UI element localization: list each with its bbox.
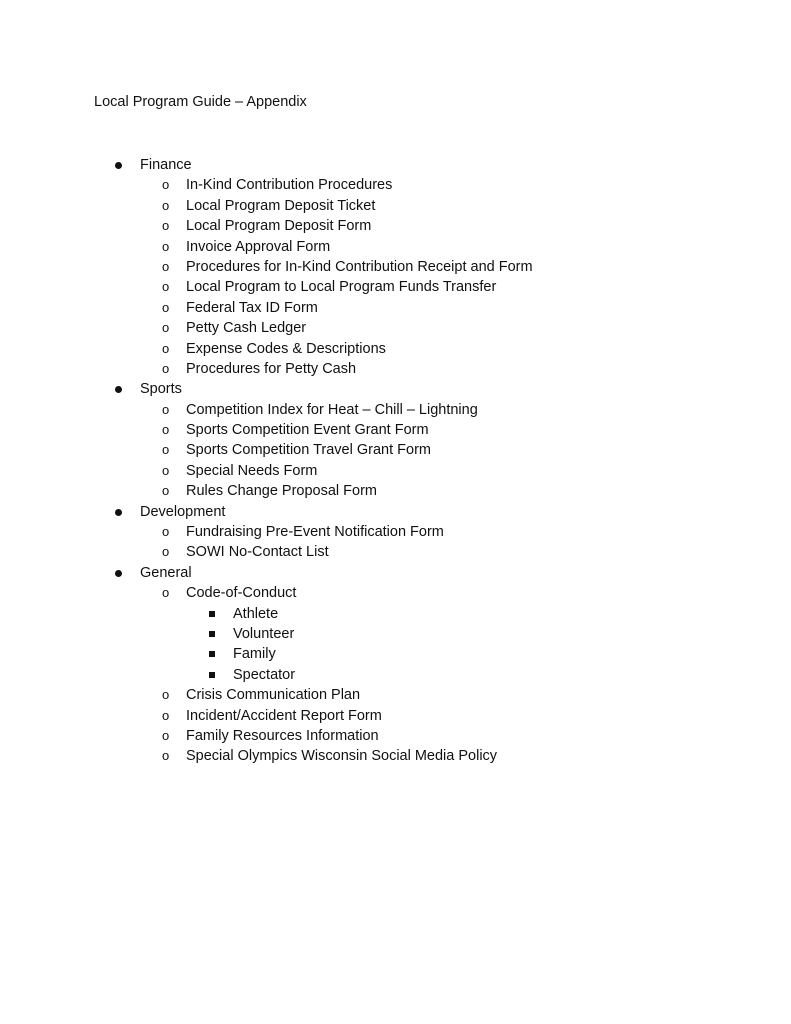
list-item <box>0 298 791 318</box>
list-item <box>0 175 791 195</box>
list-item <box>0 359 791 379</box>
bullet-icon <box>115 509 122 516</box>
hollow-bullet-icon: o <box>162 258 170 274</box>
hollow-bullet-icon: o <box>162 748 170 764</box>
bullet-icon <box>115 386 122 393</box>
list-item <box>0 318 791 338</box>
list-item-label: Petty Cash Ledger <box>186 320 307 337</box>
list-item <box>0 706 791 726</box>
list-item <box>0 726 791 746</box>
list-item-label: Special Needs Form <box>186 462 318 479</box>
section-finance <box>0 155 791 175</box>
list-item-label: Sports Competition Event Grant Form <box>186 422 429 439</box>
list-item-label: Local Program Deposit Ticket <box>186 197 376 214</box>
list-item <box>0 522 791 542</box>
square-bullet-icon <box>209 651 215 657</box>
hollow-bullet-icon: o <box>162 299 170 315</box>
list-item-label: Family Resources Information <box>186 727 379 744</box>
section-sports <box>0 379 791 399</box>
sub-list-item <box>0 665 791 685</box>
bullet-icon <box>115 570 122 577</box>
list-item-label: Rules Change Proposal Form <box>186 483 378 500</box>
list-item-label: Local Program Deposit Form <box>186 218 372 235</box>
hollow-bullet-icon: o <box>162 340 170 356</box>
hollow-bullet-icon: o <box>162 401 170 417</box>
section-label: Sports <box>140 381 182 398</box>
list-item-label: Federal Tax ID Form <box>186 299 318 316</box>
list-item <box>0 257 791 277</box>
list-item-label: Local Program to Local Program Funds Transfer <box>186 279 497 296</box>
list-item-label: Crisis Communication Plan <box>186 687 361 704</box>
sub-list-item <box>0 624 791 644</box>
document-title: Local Program Guide – Appendix <box>94 94 307 110</box>
hollow-bullet-icon: o <box>162 218 170 234</box>
hollow-bullet-icon: o <box>162 483 170 499</box>
hollow-bullet-icon: o <box>162 707 170 723</box>
list-item-label: Competition Index for Heat – Chill – Lightning <box>186 401 478 418</box>
list-item-label: Sports Competition Travel Grant Form <box>186 442 431 459</box>
list-item-label: Invoice Approval Form <box>186 238 331 255</box>
sub-list-item <box>0 604 791 624</box>
square-bullet-icon <box>209 631 215 637</box>
list-item <box>0 481 791 501</box>
sub-list-item-label: Spectator <box>233 666 296 683</box>
section-label: Development <box>140 503 226 520</box>
sub-list-item-label: Volunteer <box>233 625 295 642</box>
list-item <box>0 461 791 481</box>
list-item <box>0 277 791 297</box>
sub-list-item-label: Athlete <box>233 605 279 622</box>
section-development <box>0 502 791 522</box>
section-general <box>0 563 791 583</box>
section-label: General <box>140 564 192 581</box>
list-item <box>0 685 791 705</box>
list-item <box>0 400 791 420</box>
hollow-bullet-icon: o <box>162 238 170 254</box>
hollow-bullet-icon: o <box>162 687 170 703</box>
list-item <box>0 583 791 603</box>
hollow-bullet-icon: o <box>162 585 170 601</box>
hollow-bullet-icon: o <box>162 727 170 743</box>
list-item-label: Procedures for In-Kind Contribution Receipt and Form <box>186 258 533 275</box>
list-item <box>0 542 791 562</box>
list-item <box>0 440 791 460</box>
list-item <box>0 237 791 257</box>
list-item-label: In-Kind Contribution Procedures <box>186 177 393 194</box>
hollow-bullet-icon: o <box>162 360 170 376</box>
list-item <box>0 196 791 216</box>
hollow-bullet-icon: o <box>162 177 170 193</box>
hollow-bullet-icon: o <box>162 320 170 336</box>
square-bullet-icon <box>209 672 215 678</box>
sub-list-item <box>0 644 791 664</box>
appendix-list <box>0 155 791 767</box>
list-item-label: Expense Codes & Descriptions <box>186 340 386 357</box>
sub-list-item-label: Family <box>233 646 276 663</box>
list-item <box>0 216 791 236</box>
list-item-label: Fundraising Pre-Event Notification Form <box>186 524 444 541</box>
hollow-bullet-icon: o <box>162 442 170 458</box>
section-label: Finance <box>140 157 192 173</box>
list-item-label: Procedures for Petty Cash <box>186 360 357 377</box>
list-item <box>0 420 791 440</box>
list-item-label: SOWI No-Contact List <box>186 544 329 561</box>
hollow-bullet-icon: o <box>162 462 170 478</box>
list-item <box>0 339 791 359</box>
list-item-label: Code-of-Conduct <box>186 585 297 602</box>
list-item-label: Special Olympics Wisconsin Social Media Policy <box>186 748 498 765</box>
square-bullet-icon <box>209 611 215 617</box>
bullet-icon <box>115 162 122 169</box>
list-item-label: Incident/Accident Report Form <box>186 707 382 724</box>
hollow-bullet-icon: o <box>162 524 170 540</box>
hollow-bullet-icon: o <box>162 197 170 213</box>
hollow-bullet-icon: o <box>162 279 170 295</box>
hollow-bullet-icon: o <box>162 544 170 560</box>
list-item <box>0 746 791 766</box>
hollow-bullet-icon: o <box>162 422 170 438</box>
